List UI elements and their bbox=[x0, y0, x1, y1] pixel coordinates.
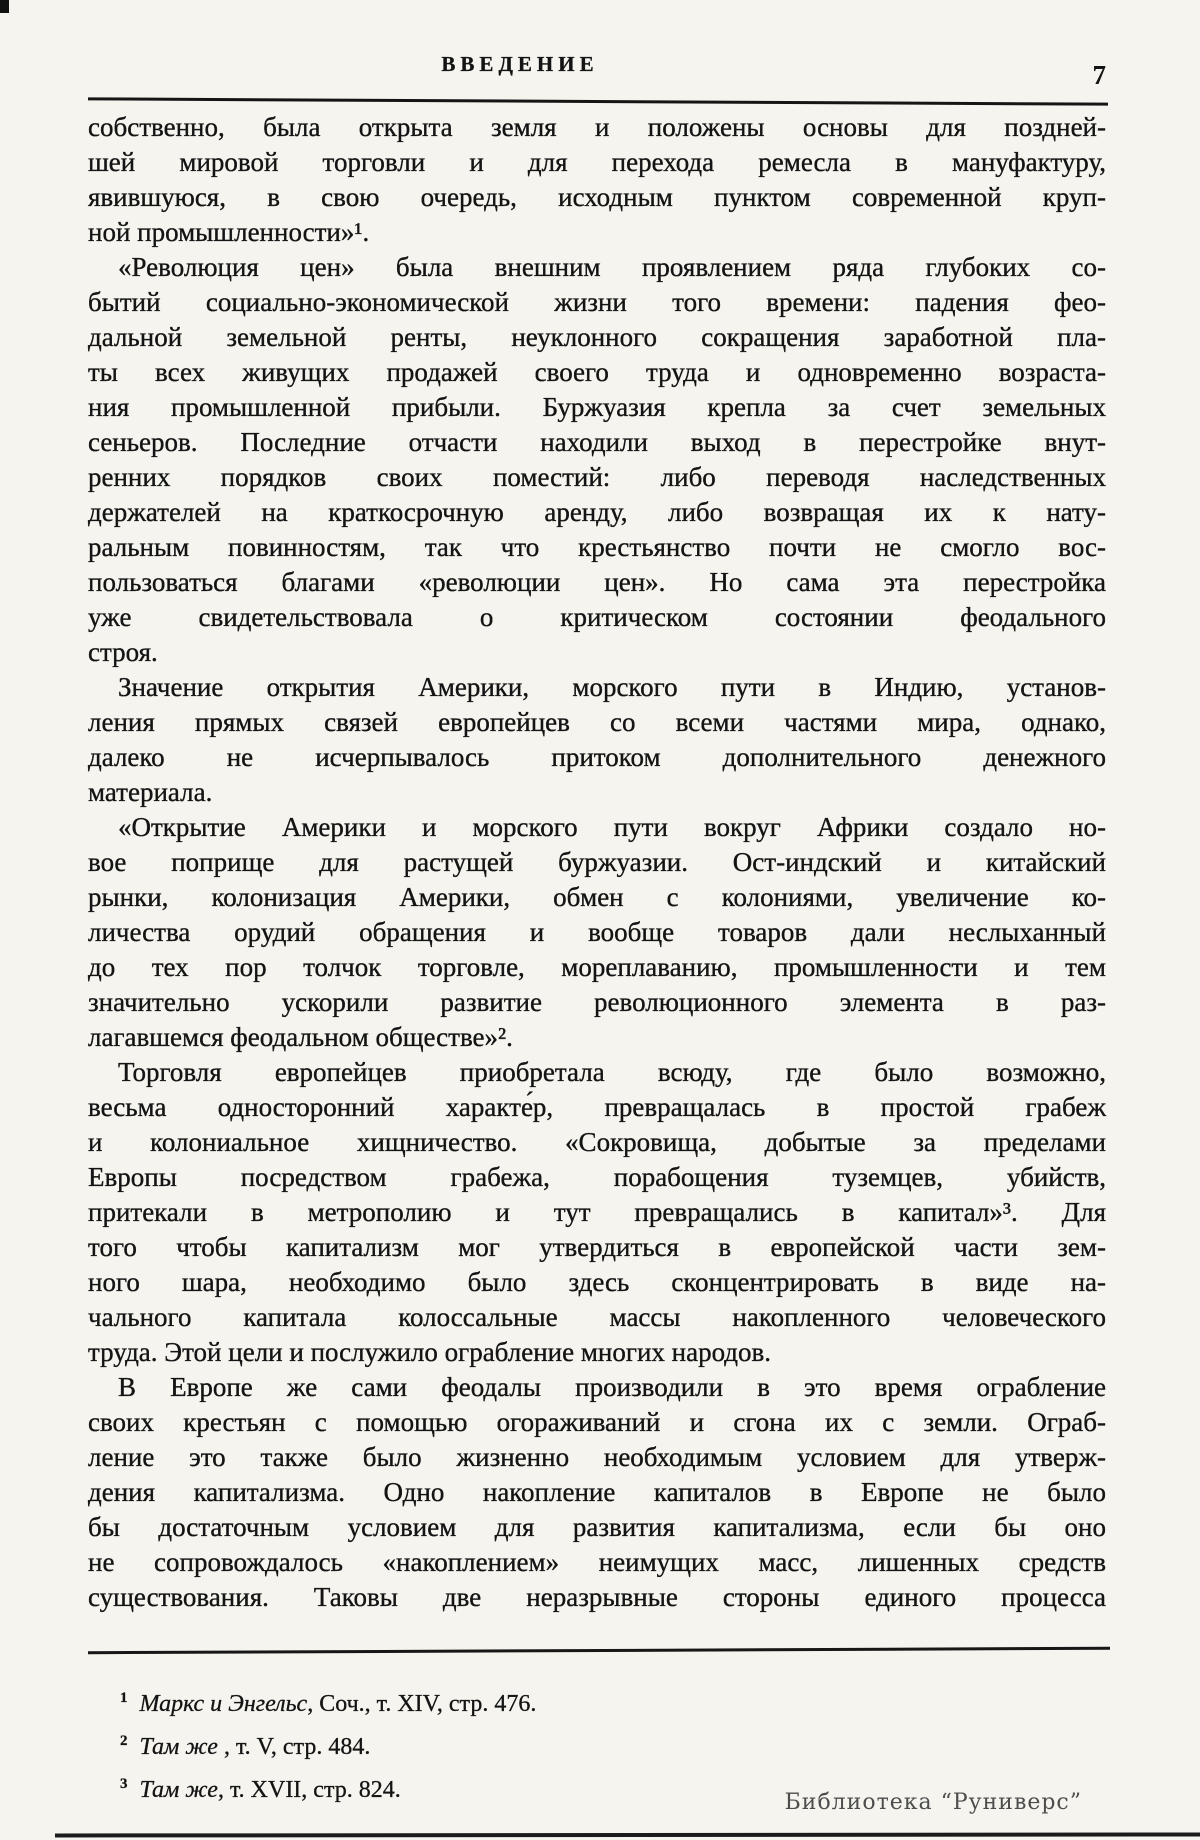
text-line: ной промышленности»¹. bbox=[88, 217, 370, 247]
paragraph-1 bbox=[88, 110, 1106, 250]
footnote-marker: 2 bbox=[120, 1733, 128, 1749]
text-line: явившуюся, в свою очередь, исходным пунктом современной круп- bbox=[88, 182, 1106, 212]
scan-artifact bbox=[0, 0, 9, 13]
text-line: того чтобы капитализм мог утвердиться в европейской части зем- bbox=[88, 1232, 1106, 1262]
text-line: своих крестьян с помощью огораживаний и сгона их с земли. Ограб- bbox=[88, 1407, 1106, 1437]
footnote-1 bbox=[120, 1680, 1020, 1723]
text-line: бы достаточным условием для развития капитализма, если бы оно bbox=[88, 1512, 1106, 1542]
text-line: пользоваться благами «революции цен». Но сама эта перестройка bbox=[88, 567, 1106, 597]
text-line: личества орудий обращения и вообще товаров дали неслыханный bbox=[88, 917, 1106, 947]
footnote-source: Там же bbox=[139, 1777, 218, 1803]
text-line: строя. bbox=[88, 637, 158, 667]
paragraph-3 bbox=[88, 670, 1106, 810]
page-number: 7 bbox=[1092, 60, 1106, 90]
text-line: сеньеров. Последние отчасти находили выход в перестройке внут- bbox=[88, 427, 1106, 457]
text-line: бытий социально-экономической жизни того времени: падения фео- bbox=[88, 287, 1106, 317]
text-line: дальной земельной ренты, неуклонного сокращения заработной пла- bbox=[88, 322, 1106, 352]
text-line: лагавшемся феодальном обществе»². bbox=[88, 1022, 513, 1052]
paragraph-2 bbox=[88, 250, 1106, 670]
text-line: труда. Этой цели и послужило ограбление многих народов. bbox=[88, 1337, 772, 1367]
footnote-rule bbox=[88, 1647, 1110, 1654]
text-line: «Революция цен» была внешним проявлением ряда глубоких со- bbox=[118, 252, 1106, 282]
footnote-marker: 1 bbox=[120, 1690, 128, 1706]
text-line: ральным повинностям, так что крестьянство почти не смогло вос- bbox=[88, 532, 1106, 562]
text-line: не сопровождалось «накоплением» неимущих масс, лишенных средств bbox=[88, 1547, 1106, 1577]
paragraph-5 bbox=[88, 1055, 1106, 1370]
scan-edge-artifact bbox=[55, 1833, 1200, 1838]
text-line: В Европе же сами феодалы производили в это время ограбление bbox=[118, 1372, 1106, 1402]
body-text bbox=[88, 110, 1106, 1615]
text-line: Торговля европейцев приобретала всюду, где было возможно, bbox=[118, 1057, 1106, 1087]
text-line: чального капитала колоссальные массы накопленного человеческого bbox=[88, 1302, 1106, 1332]
footnote-2 bbox=[120, 1723, 1020, 1766]
text-line: ления прямых связей европейцев со всеми частями мира, однако, bbox=[88, 707, 1106, 737]
text-line: значительно ускорили развитие революционного элемента в раз- bbox=[88, 987, 1106, 1017]
chapter-header: ВВЕДЕНИЕ bbox=[441, 52, 599, 76]
text-line: ты всех живущих продажей своего труда и одновременно возраста- bbox=[88, 357, 1106, 387]
text-line: вое поприще для растущей буржуазии. Ост-индский и китайский bbox=[88, 847, 1106, 877]
library-watermark: Библиотека “Руниверс” bbox=[784, 1790, 1082, 1815]
header-rule bbox=[88, 97, 1108, 105]
footnote-text: , Соч., т. XIV, стр. 476. bbox=[307, 1691, 537, 1717]
text-line: Значение открытия Америки, морского пути в Индию, установ- bbox=[118, 672, 1106, 702]
text-line: ния промышленной прибыли. Буржуазия крепла за счет земельных bbox=[88, 392, 1106, 422]
text-line: притекали в метрополию и тут превращались в капитал»³. Для bbox=[88, 1197, 1106, 1227]
text-line: «Открытие Америки и морского пути вокруг Африки создало но- bbox=[118, 812, 1106, 842]
paragraph-4 bbox=[88, 810, 1106, 1055]
footnote-text: , т. V, стр. 484. bbox=[217, 1734, 371, 1760]
footnote-source: Маркс и Энгельс bbox=[139, 1691, 308, 1717]
text-line: материала. bbox=[88, 777, 213, 807]
footnote-text: , т. XVII, стр. 824. bbox=[217, 1777, 401, 1803]
text-line: весьма односторонний характе́р, превращалась в простой грабеж bbox=[88, 1092, 1106, 1122]
text-line: дения капитализма. Одно накопление капиталов в Европе не было bbox=[88, 1477, 1106, 1507]
footnote-marker: 3 bbox=[120, 1776, 128, 1792]
text-line: собственно, была открыта земля и положены основы для поздней- bbox=[88, 112, 1106, 142]
text-line: ренних порядков своих поместий: либо переводя наследственных bbox=[88, 462, 1106, 492]
running-head bbox=[88, 52, 1106, 77]
text-line: держателей на краткосрочную аренду, либо возвращая их к нату- bbox=[88, 497, 1106, 527]
footnote-source: Там же bbox=[139, 1734, 218, 1760]
text-line: и колониальное хищничество. «Сокровища, добытые за пределами bbox=[88, 1127, 1106, 1157]
text-line: далеко не исчерпывалось притоком дополнительного денежного bbox=[88, 742, 1106, 772]
text-line: ного шара, необходимо было здесь сконцентрировать в виде на- bbox=[88, 1267, 1106, 1297]
text-line: уже свидетельствовала о критическом состоянии феодального bbox=[88, 602, 1106, 632]
text-line: рынки, колонизация Америки, обмен с колониями, увеличение ко- bbox=[88, 882, 1106, 912]
paragraph-6 bbox=[88, 1370, 1106, 1615]
text-line: ление это также было жизненно необходимым условием для утверж- bbox=[88, 1442, 1106, 1472]
text-line: до тех пор толчок торговле, мореплаванию, промышленности и тем bbox=[88, 952, 1106, 982]
text-line: существования. Таковы две неразрывные стороны единого процесса bbox=[88, 1582, 1106, 1612]
text-line: Европы посредством грабежа, порабощения туземцев, убийств, bbox=[88, 1162, 1106, 1192]
text-line: шей мировой торговли и для перехода ремесла в мануфактуру, bbox=[88, 147, 1106, 177]
